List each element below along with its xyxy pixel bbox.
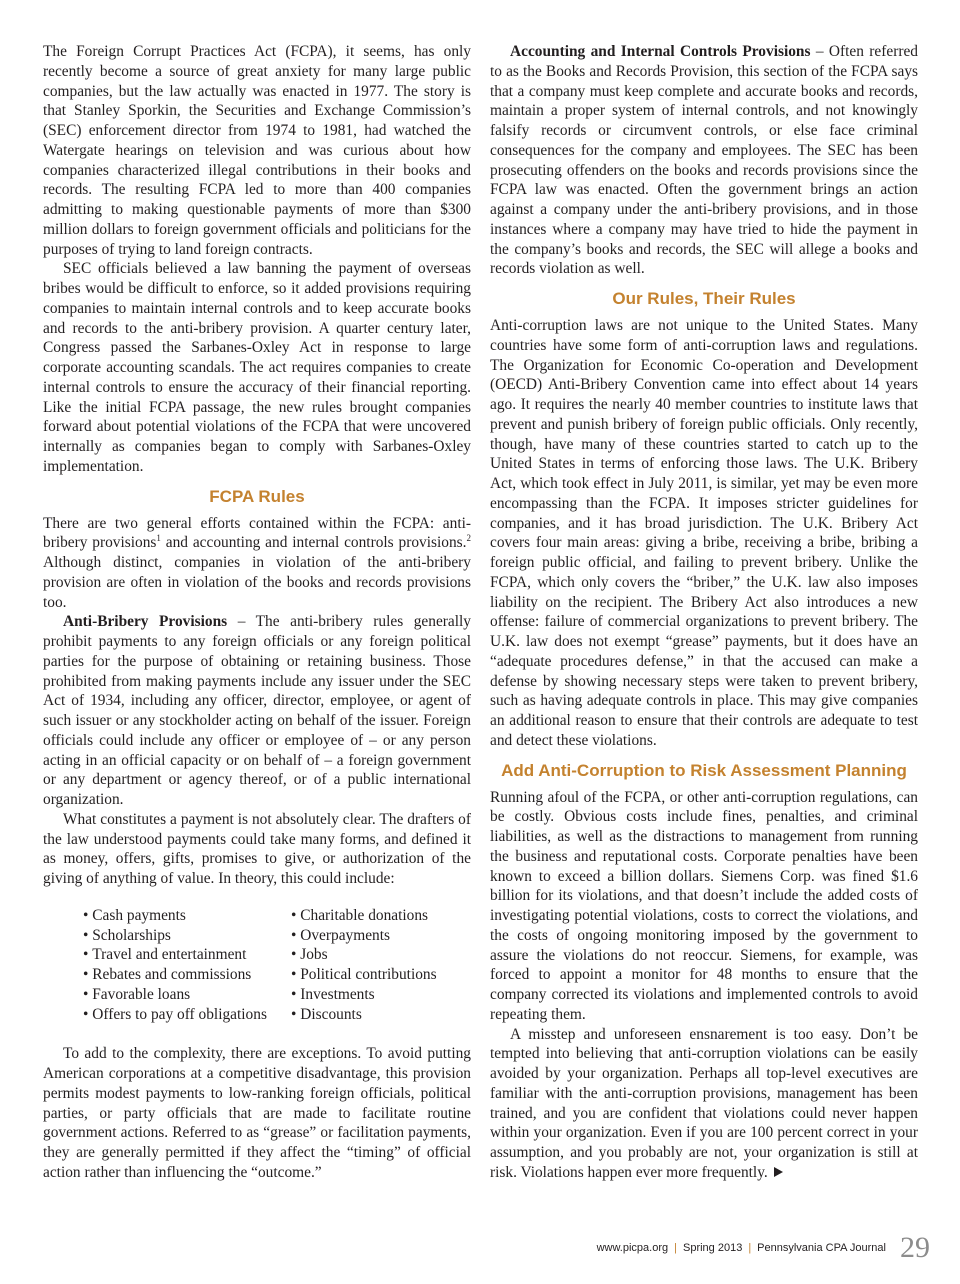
exceptions-paragraph: To add to the complexity, there are exceptions. To avoid putting American corporations at a competitive disadvantage, this provision permits modest payments to low-ranking foreign officials, political parties, or party officials that are made to facilitate routine government actions. Referred to as “grease” or facilitation payments, they are generally permitted if they affect the “timing” of official action rather than influencing the “outcome.” <box>43 1045 471 1181</box>
our-rules-paragraph: Anti-corruption laws are not unique to the United States. Many countries have some form of anti-corruption laws and regulations. The Organization for Economic Co-operation and Development (OECD) Anti-Bribery Convention came into effect about 14 years ago. It requires the nearly 40 member countries to institute laws that prevent and punish bribery of foreign public officials. Only recently, though, have many of these countries started to catch up to the United States in terms of enforcing those laws. The U.K. Bribery Act, which took effect in July 2011, is similar, yet may be even more encompassing than the FCPA. It imposes stricter guidelines for companies, and it has broad jurisdiction. The U.K. Bribery Act covers four main areas: giving a bribe, receiving a bribe, bribing a foreign public official, and failing to prevent bribery. Unlike the FCPA, which only covers the “briber,” the U.K. law also imposes liability on the recipient. The Bribery Act also introduces a new offense: failure of commercial organizations to prevent bribery. The U.K. law does not exempt “grease” payments, but it does have an “adequate procedures defense,” in that the accused can make a defense by showing necessary steps were taken to prevent bribery, such as having adequate controls in place. This may give companies an additional reason to ensure that their controls are adequate to test and detect these violations. <box>490 317 918 749</box>
footer-issue: Spring 2013 <box>682 1242 743 1254</box>
list-item: • Jobs <box>291 945 437 965</box>
accounting-text: – Often referred to as the Books and Records Provision, this section of the FCPA says that a company must keep complete and accurate books and records, maintain a proper system of internal controls, and not knowingly falsify records or circumvent controls, or else face criminal consequences for the company and employees. The SEC has been prosecuting offenders on the books and records provisions since the FCPA law was enacted. Often the government brings an action against a company under the anti-bribery provisions, and in those instances where a company may have tried to hide the payment in the company’s books and records, the SEC will allege a books and records violation as well. <box>490 43 918 278</box>
continued-arrow-icon <box>774 1167 783 1177</box>
heading-risk-assessment: Add Anti-Corruption to Risk Assessment Planning <box>501 760 907 780</box>
antibribery-paragraph <box>43 612 471 810</box>
list-item: • Offers to pay off obligations <box>83 1005 291 1025</box>
footer-publication: Pennsylvania CPA Journal <box>757 1242 886 1254</box>
risk-paragraph-1: Running afoul of the FCPA, or other anti-corruption regulations, can be costly. Obvious costs include fines, penalties, and criminal liabilities, as well as the distractions to management from running the business and reputational costs. Corporate penalties have been known to exceed a billion dollars. Siemens Corp. was fined $1.6 billion for its violations, and that doesn’t include the added costs of investigating potential violations, costs to correct the violations, and the costs of ongoing monitoring imposed by the government to assure the violations do not reoccur. Siemens, for example, was forced to appoint a monitor for 48 months to ensure that the company corrected its violations and implemented controls to avoid repeating them. <box>490 788 918 1023</box>
list-item: • Overpayments <box>291 926 437 946</box>
payment-examples-left <box>83 906 291 1025</box>
rules-text-c: Although distinct, companies in violation of the anti-bribery provision are often in violation of the books and records provisions too. <box>43 554 471 611</box>
heading-our-rules: Our Rules, Their Rules <box>612 289 796 308</box>
list-item: • Political contributions <box>291 965 437 985</box>
accounting-label: Accounting and Internal Controls Provisions <box>510 43 811 60</box>
list-item: • Rebates and commissions <box>83 965 291 985</box>
list-item: • Favorable loans <box>83 985 291 1005</box>
right-column <box>490 42 918 1183</box>
footnote-ref-1: 1 <box>156 533 161 544</box>
list-item: • Scholarships <box>83 926 291 946</box>
list-item: • Charitable donations <box>291 906 437 926</box>
accounting-paragraph <box>490 42 918 279</box>
intro-paragraph-1: The Foreign Corrupt Practices Act (FCPA), it seems, has only recently become a source of great anxiety for many large public companies, but the law actually was enacted in 1977. The story is that Stanley Sporkin, the Securities and Exchange Commission’s (SEC) enforcement director from 1974 to 1981, had watched the Watergate hearings on television and was curious about how companies characterized illegal contributions in their books and records. The resulting FCPA led to more than 400 companies admitting to making questionable payments of more than $300 million dollars to foreign government officials and politicians for the purposes of trying to land foreign contracts. <box>43 43 471 258</box>
left-column <box>43 42 471 1183</box>
page-footer <box>500 1231 930 1265</box>
heading-fcpa-rules: FCPA Rules <box>209 486 305 506</box>
list-item: • Travel and entertainment <box>83 945 291 965</box>
intro-paragraph-2: SEC officials believed a law banning the payment of overseas bribes would be difficult to enforce, so it added provisions requiring companies to maintain internal controls and to keep accurate books and records to the anti-bribery provision. A quarter century later, Congress passed the Sarbanes-Oxley Act in response to large corporate accounting scandals. The act requires companies to create internal controls to ensure the accuracy of their financial reporting. Like the initial FCPA passage, the new rules brought companies forward about potential violations of the FCPA that were uncovered internally as companies began to comply with Sarbanes-Oxley implementation. <box>43 260 471 475</box>
footer-separator: | <box>748 1242 752 1254</box>
rules-paragraph <box>43 514 471 613</box>
risk-paragraph-2-text: A misstep and unforeseen ensnarement is too easy. Don’t be tempted into believing that anti-corruption violations can be easily avoided by your organization. Perhaps all top-level executives are familiar with the anti-corruption provisions, management has been trained, and you are confident that violations could never happen within your organization. Even if you are 100 percent correct in your assumption, and you probably are not, your organization is still at risk. Violations happen ever more frequently. <box>490 1025 918 1181</box>
rules-text-a: There are two general efforts contained within the FCPA: anti-bribery provisions <box>43 514 471 552</box>
footer-separator: | <box>674 1242 677 1254</box>
list-item: • Cash payments <box>83 906 291 926</box>
payment-examples-right <box>291 906 437 1025</box>
rules-text-b: and accounting and internal controls provisions. <box>160 534 467 552</box>
list-item: • Investments <box>291 985 437 1005</box>
risk-paragraph-2 <box>490 1025 918 1183</box>
antibribery-label: Anti-Bribery Provisions <box>63 613 228 631</box>
antibribery-text: – The anti-bribery rules generally prohibit payments to any foreign officials or any foreign political parties for the purpose of obtaining or retaining business. Those prohibited from making payments include any issuer under the SEC Act of 1934, including any officer, director, employee, or agent of such issuer or any stockholder acting on behalf of the issuer. Foreign officials could include any officer or employee of – or any person acting in an official capacity or on behalf of – a foreign government or any department or agency thereof, or of a public international organization. <box>43 613 471 808</box>
list-item: • Discounts <box>291 1005 437 1025</box>
page-number: 29 <box>900 1231 930 1264</box>
payment-examples-list <box>83 906 471 1025</box>
payment-paragraph: What constitutes a payment is not absolutely clear. The drafters of the law understood payments could take many forms, and defined it as money, offers, gifts, promises to give, or authorization of the giving of anything of value. In theory, this could include: <box>43 810 471 887</box>
footer-website: www.picpa.org <box>596 1242 669 1254</box>
footnote-ref-2: 2 <box>466 533 471 544</box>
